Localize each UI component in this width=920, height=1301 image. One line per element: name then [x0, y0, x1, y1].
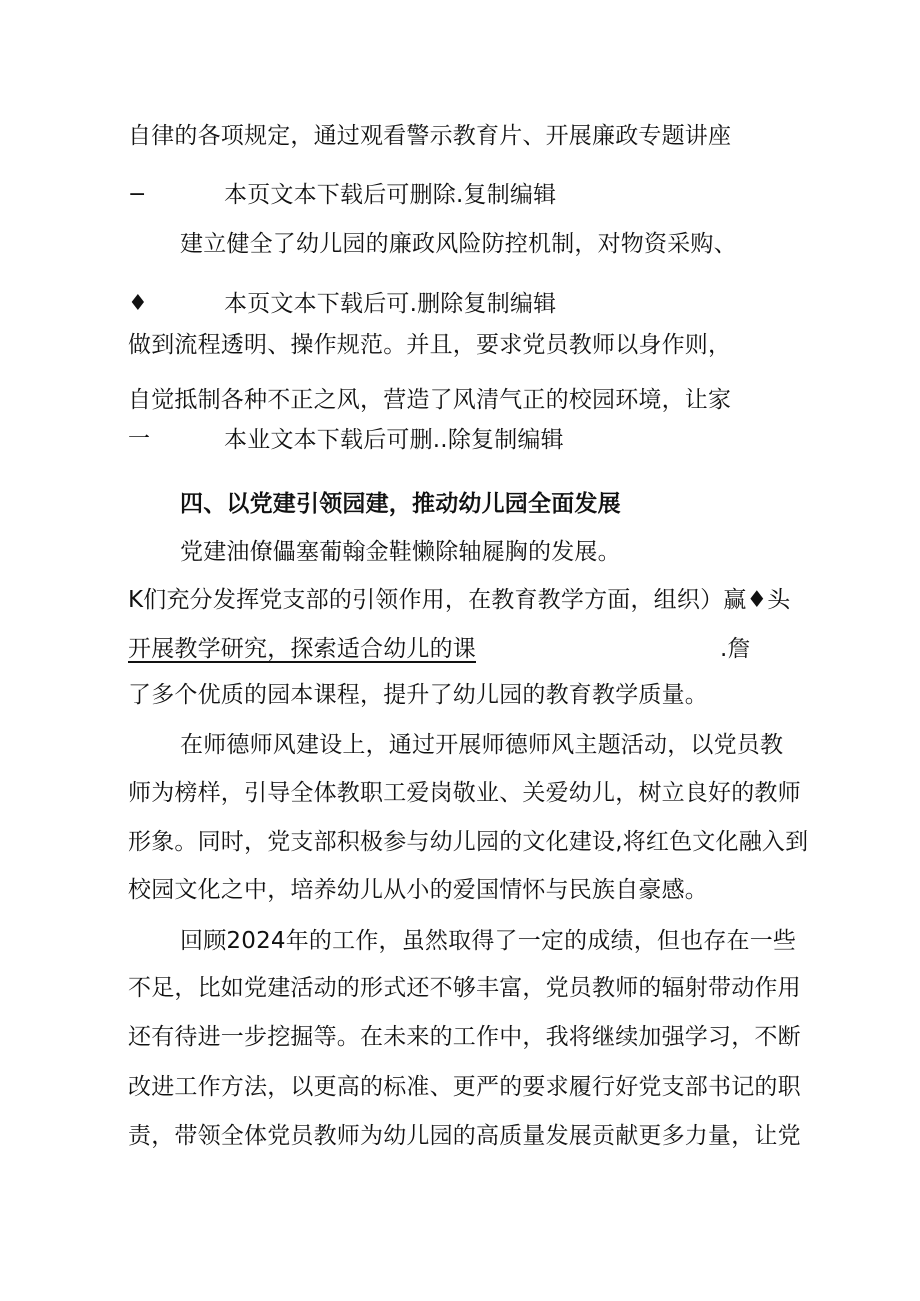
body-text-line: 形象。同时，党支部积极参与幼儿园的文化建设,将红色文化融入到	[128, 829, 809, 855]
body-text-line: 建立健全了幼儿园的廉政风险防控机制，对物资采购、	[180, 231, 737, 257]
body-text-line: 做到流程透明、操作规范。并且，要求党员教师以身作则，	[128, 332, 732, 358]
body-text-line: 自觉抵制各种不正之风，营造了风清气正的校园环境，让家	[128, 387, 732, 413]
body-text-line: 还有待进一步挖掘等。在未来的工作中，我将继续加强学习，不断	[128, 1024, 801, 1050]
bullet-diamond-icon: ♦	[128, 291, 148, 316]
body-text-line: 责，带领全体党员教师为幼儿园的高质量发展贡献更多力量，让党	[128, 1123, 801, 1149]
watermark-line: 本页文本下载后可删除.复制编辑	[224, 182, 557, 208]
body-text-line: 不足，比如党建活动的形式还不够丰富，党员教师的辐射带动作用	[128, 975, 801, 1001]
body-text-line: 开展教学研究，探索适合幼儿的课	[128, 636, 476, 662]
body-text-line: 自律的各项规定，通过观看警示教育片、开展廉政专题讲座	[128, 123, 732, 149]
body-text-line: 回顾2024年的工作，虽然取得了一定的成绩，但也存在一些	[180, 928, 797, 954]
watermark-line: 本业文本下载后可删..除复制编辑	[224, 427, 564, 453]
section-heading: 四、以党建引领园建，推动幼儿园全面发展	[180, 491, 621, 517]
body-text-line: 了多个优质的园本课程，提升了幼儿园的教育教学质量。	[128, 682, 708, 708]
body-text-line: 师为榜样，引导全体教职工爱岗敬业、关爱幼儿，树立良好的教师	[128, 780, 801, 806]
body-text-line: 校园文化之中，培养幼儿从小的爱国情怀与民族自豪感。	[128, 877, 708, 903]
watermark-line: 本页文本下载后可.删除复制编辑	[224, 291, 557, 317]
bullet-dash-icon: −	[128, 182, 147, 207]
body-text-line: 改进工作方法，以更高的标准、更严的要求履行好党支部书记的职	[128, 1074, 801, 1100]
bullet-dash-icon: 一	[128, 427, 151, 452]
body-text-line: K们充分发挥党支部的引领作用，在教育教学方面，组织）赢♦头	[128, 587, 791, 613]
body-text-line: 在师德师风建设上，通过开展师德师风主题活动，以党员教	[180, 732, 784, 758]
body-text-line: 党建油僚儡塞葡翰金鞋懒除轴屣胸的发展。	[180, 539, 621, 565]
body-text-fragment: .詹	[720, 636, 751, 662]
